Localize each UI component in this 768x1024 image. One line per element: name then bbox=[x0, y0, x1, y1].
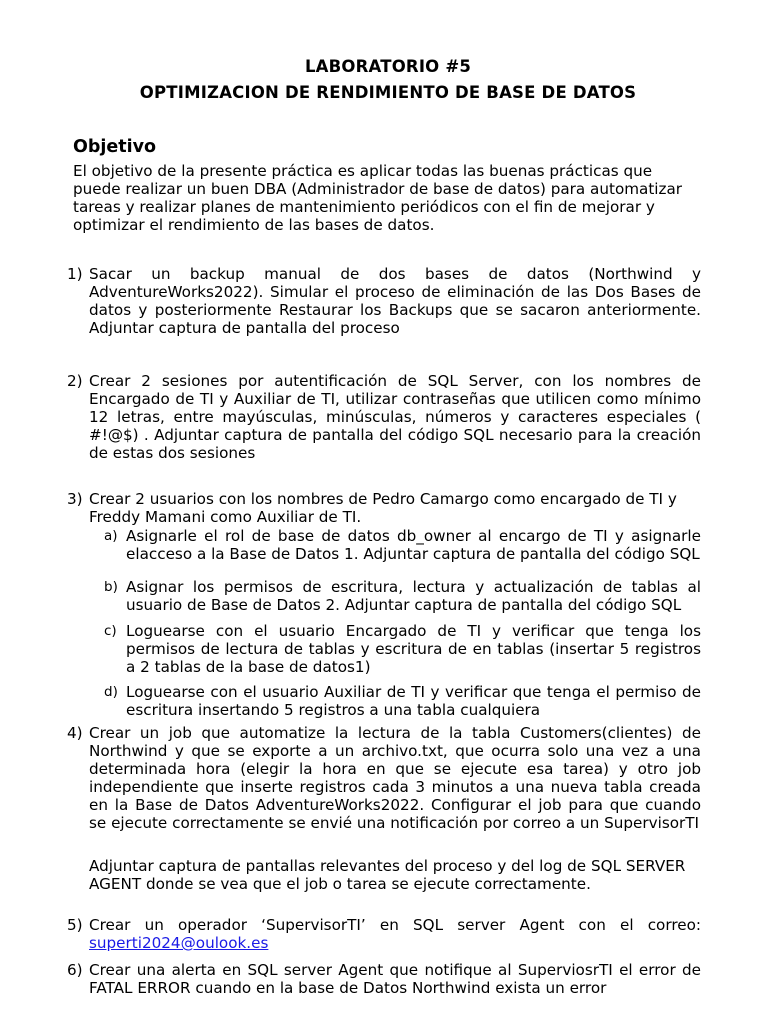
item-5-text: Crear un operador ‘SupervisorTI’ en SQL server Agent con el correo: bbox=[89, 916, 701, 934]
subitem-label: b) bbox=[104, 579, 118, 595]
item-text: Crear un job que automatize la lectura de la tabla Customers(clientes) de Northwind y que se exporte a un archivo.txt, que ocurra solo una vez a una determinada hora (elegir la hora en que se ejecute esa tarea) y otro job independiente que inserte registros cada 3 minutos a una nueva tabla creada en la Base de Datos AdventureWorks2022. Configurar el job para que cuando se ejecute correctamente se envié una notificación por correo a un SupervisorTI bbox=[89, 724, 701, 832]
document-title: LABORATORIO #5 bbox=[304, 57, 472, 76]
item-number: 1) bbox=[67, 265, 83, 283]
subitem-label: d) bbox=[104, 684, 118, 700]
item-number: 2) bbox=[67, 372, 83, 390]
subitem-text: Loguearse con el usuario Auxiliar de TI y verificar que tenga el permiso de escritura insertando 5 registros a una tabla cualquiera bbox=[126, 683, 701, 719]
item-text: Crear 2 sesiones por autentificación de SQL Server, con los nombres de Encargado de TI y Auxiliar de TI, utilizar contraseñas que utilicen como mínimo 12 letras, entre mayúsculas, minúsculas, números y caracteres especiales ( #!@$) . Adjuntar captura de pantalla del código SQL necesario para la creación de estas dos sesiones bbox=[89, 372, 701, 462]
objective-heading: Objetivo bbox=[73, 137, 157, 157]
item-number: 5) bbox=[67, 916, 83, 934]
subitem-label: c) bbox=[104, 623, 117, 639]
item-extra-text: Adjuntar captura de pantallas relevantes del proceso y del log de SQL SERVER AGENT donde se vea que el job o tarea se ejecute correctamente. bbox=[89, 857, 686, 893]
email-link[interactable]: superti2024@oulook.es bbox=[89, 934, 269, 952]
item-text bbox=[89, 916, 701, 952]
item-number: 3) bbox=[67, 490, 83, 508]
document-subtitle: OPTIMIZACION DE RENDIMIENTO DE BASE DE DATOS bbox=[139, 83, 637, 102]
item-number: 6) bbox=[67, 961, 83, 979]
item-number: 4) bbox=[67, 724, 83, 742]
subitem-text: Asignarle el rol de base de datos db_owner al encargo de TI y asignarle elacceso a la Base de Datos 1. Adjuntar captura de pantalla del código SQL bbox=[126, 527, 701, 563]
subitem-label: a) bbox=[104, 528, 118, 544]
subitem-text: Asignar los permisos de escritura, lectura y actualización de tablas al usuario de Base de Datos 2. Adjuntar captura de pantalla del código SQL bbox=[126, 578, 701, 614]
item-text: Sacar un backup manual de dos bases de datos (Northwind y AdventureWorks2022). Simular el proceso de eliminación de las Dos Bases de datos y posteriormente Restaurar los Backups que se sacaron anteriormente. Adjuntar captura de pantalla del proceso bbox=[89, 265, 701, 337]
item-text: Crear una alerta en SQL server Agent que notifique al SuperviosrTI el error de FATAL ERROR cuando en la base de Datos Northwind exista un error bbox=[89, 961, 701, 997]
objective-text: El objetivo de la presente práctica es aplicar todas las buenas prácticas que puede realizar un buen DBA (Administrador de base de datos) para automatizar tareas y realizar planes de mantenimiento periódicos con el fin de mejorar y optimizar el rendimiento de las bases de datos. bbox=[73, 162, 683, 234]
subitem-text: Loguearse con el usuario Encargado de TI y verificar que tenga los permisos de lectura de tablas y escritura de en tablas (insertar 5 registros a 2 tablas de la base de datos1) bbox=[126, 622, 701, 676]
item-text: Crear 2 usuarios con los nombres de Pedro Camargo como encargado de TI y Freddy Mamani como Auxiliar de TI. bbox=[89, 490, 677, 526]
